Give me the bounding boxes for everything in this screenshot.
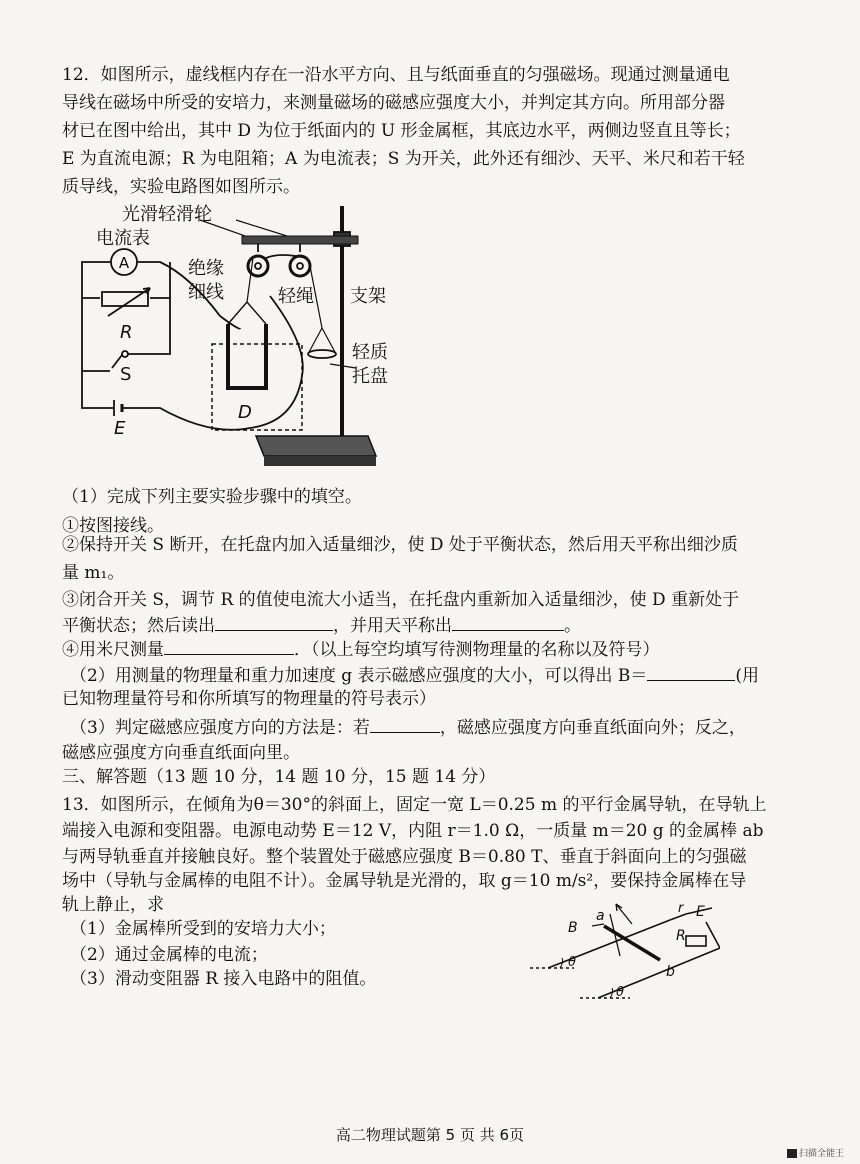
switch-icon (122, 351, 128, 357)
answer-blank-B[interactable] (647, 664, 735, 681)
battery-label: E (114, 418, 126, 439)
q12-apparatus-figure (70, 196, 400, 486)
q12-step2-line1: ②保持开关 S 断开，在托盘内加入适量细沙，使 D 处于平衡状态，然后用天平称出细沙质 (62, 535, 738, 555)
fig2-E-label: E (696, 904, 705, 920)
page-footer: 高二物理试题第 5 页 共 6页 (335, 1126, 525, 1144)
q13-ask-3: （3）滑动变阻器 R 接入电路中的阻值。 (70, 969, 377, 989)
answer-blank-mass[interactable] (452, 614, 564, 631)
q12-step1: ①按图接线。 (62, 516, 164, 536)
stand-label: 支架 (350, 286, 386, 307)
tray-label-1: 轻质 (352, 342, 388, 363)
q12-line-2: 导线在磁场中所受的安培力，来测量磁场的磁感应强度大小，并判定其方向。所用部分器 (62, 93, 725, 113)
switch-label: S (120, 364, 132, 385)
q12-step2-line2: 量 m₁。 (62, 563, 125, 583)
q13-line-5: 轨上静止，求 (62, 895, 164, 915)
q13-line-3: 与两导轨垂直并接触良好。整个装置处于磁感应强度 B＝0.80 T、垂直于斜面向上的匀强磁 (62, 847, 747, 867)
tray-label-2: 托盘 (352, 366, 388, 387)
q12-part3-line1: （3）判定磁感应强度方向的方法是：若 ，磁感应强度方向垂直纸面向外；反之， (70, 718, 746, 738)
q12-step3-line1: ③闭合开关 S，调节 R 的值使电流大小适当，在托盘内重新加入适量细沙，使 D 重新处于 (62, 590, 740, 610)
q13-incline-figure (520, 896, 720, 1006)
q12-part2-line1: （2）用测量的物理量和重力加速度 g 表示磁感应强度的大小，可以得出 B＝ (用 (70, 666, 760, 686)
fig2-b-label: b (666, 964, 675, 980)
scanner-icon (787, 1149, 797, 1158)
answer-blank-length[interactable] (164, 638, 294, 655)
fig2-B-label: B (568, 920, 578, 936)
fig2-theta-label-1: θ (568, 955, 576, 970)
pulley-label: 光滑轻滑轮 (122, 204, 212, 225)
q12-part2-line2: 已知物理量符号和你所填写的物理量的符号表示） (62, 689, 436, 709)
q12-part1: （1）完成下列主要实验步骤中的填空。 (62, 487, 362, 507)
ammeter-symbol-label: A (118, 254, 130, 272)
q12-step4: ④用米尺测量 ．（以上每空均填写待测物理量的名称以及符号） (62, 640, 660, 660)
q13-line-1: 13．如图所示，在倾角为θ＝30°的斜面上，固定一宽 L＝0.25 m 的平行金属导轨，在导轨上 (62, 795, 767, 815)
fig2-R-label: R (676, 928, 686, 944)
answer-blank-direction[interactable] (370, 716, 440, 733)
insulated-thread-label-2: 细线 (188, 282, 224, 303)
fig2-theta-label-2: θ (616, 985, 624, 1000)
scanner-watermark: 扫描全能王 (787, 1146, 844, 1159)
q13-ask-2: （2）通过金属棒的电流； (70, 945, 268, 965)
q12-line-5: 质导线，实验电路图如图所示。 (62, 177, 300, 197)
rope-label: 轻绳 (278, 286, 314, 307)
q12-step3-line2: 平衡状态；然后读出 ，并用天平称出 。 (62, 616, 581, 636)
insulated-thread-label-1: 绝缘 (188, 258, 224, 279)
resistor-label: R (120, 322, 133, 343)
q12-part3-line2: 磁感应强度方向垂直纸面向里。 (62, 743, 300, 763)
ammeter-label: 电流表 (96, 228, 150, 249)
q13-line-4: 场中（导轨与金属棒的电阻不计）。金属导轨是光滑的，取 g＝10 m/s²，要保持金属棒在导 (62, 871, 747, 891)
answer-blank-current[interactable] (215, 614, 333, 631)
frame-label: D (238, 402, 252, 423)
q13-line-2: 端接入电源和变阻器。电源电动势 E＝12 V，内阻 r＝1.0 Ω，一质量 m＝20 g 的金属棒 ab (62, 821, 764, 841)
q12-line-4: E 为直流电源；R 为电阻箱；A 为电流表；S 为开关，此外还有细沙、天平、米尺和若干轻 (62, 149, 745, 169)
fig2-r-label: r (678, 901, 684, 916)
q13-ask-1: （1）金属棒所受到的安培力大小； (70, 919, 336, 939)
fig2-a-label: a (596, 908, 605, 924)
q12-line-3: 材已在图中给出，其中 D 为位于纸面内的 U 形金属框，其底边水平，两侧边竖直且等长； (62, 121, 741, 141)
q12-line-1: 12．如图所示，虚线框内存在一沿水平方向、且与纸面垂直的匀强磁场。现通过测量通电 (62, 65, 730, 85)
section-3-heading: 三、解答题（13 题 10 分，14 题 10 分，15 题 14 分） (62, 767, 496, 787)
